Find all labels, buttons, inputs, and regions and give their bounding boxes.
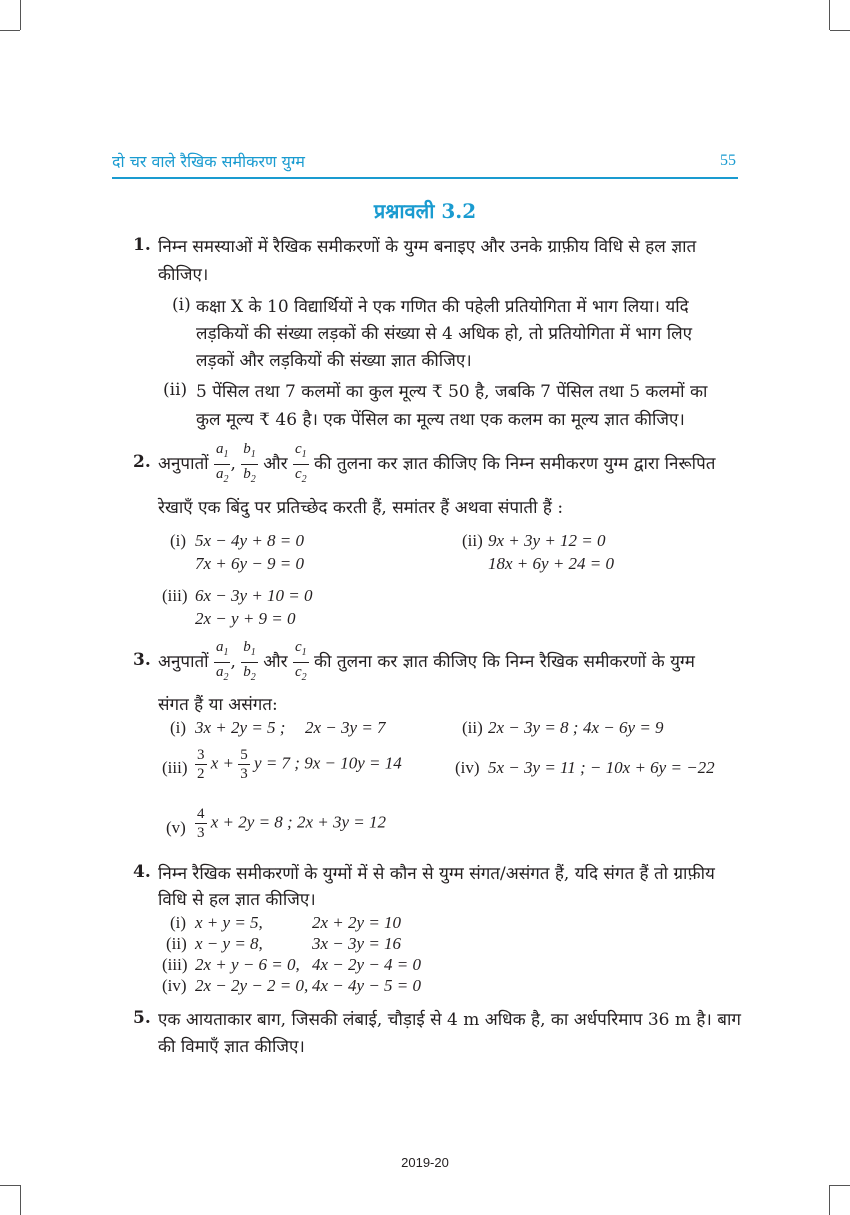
question-number: 2. <box>133 452 151 472</box>
equation: 5x − 3y = 11 ; − 10x + 6y = −22 <box>488 758 715 777</box>
question-text: निम्न समस्याओं में रैखिक समीकरणों के युग्म बनाइए और उनके ग्राफ़ीय विधि से हल ज्ञात <box>158 237 697 257</box>
crop-mark <box>0 1185 20 1186</box>
and-word: और <box>263 454 288 474</box>
header-rule <box>112 177 738 179</box>
fraction-a1-a2: $\frac{a_1}{a_2}$ <box>215 639 229 683</box>
footer-year: 2019-20 <box>401 1155 449 1170</box>
crop-mark <box>0 30 20 31</box>
sub-question-label: (i) <box>170 913 187 932</box>
sub-question-label: (iv) <box>455 758 480 777</box>
and-word: और <box>263 652 288 672</box>
crop-mark <box>20 0 21 30</box>
crop-mark <box>830 30 850 31</box>
question-number: 3. <box>133 650 151 670</box>
sub-question-text: कक्षा X के 10 विद्यार्थियों ने एक गणित की पहेली प्रतियोगिता में भाग लिया। यदि <box>196 297 689 317</box>
equation: x − y = 8, <box>195 934 263 953</box>
sub-question-label: (i) <box>170 718 187 737</box>
comma: , <box>230 652 236 672</box>
sub-question-text: 5 पेंसिल तथा 7 कलमों का कुल मूल्य ₹ 50 है, जबकि 7 पेंसिल तथा 5 कलमों का <box>196 382 708 402</box>
equation: 9x + 3y + 12 = 0 <box>488 531 606 550</box>
equation: 2x − 2y − 2 = 0, <box>195 976 309 995</box>
equation: 5x − 4y + 8 = 0 <box>195 531 305 550</box>
sub-question-label: (i) <box>170 531 187 550</box>
equation: 2x + 2y = 10 <box>312 913 402 932</box>
equation: 2x + y − 6 = 0, <box>195 955 300 974</box>
fraction-c1-c2: $\frac{c_1}{c_2}$ <box>294 639 307 683</box>
comma: , <box>230 454 236 474</box>
crop-mark <box>830 1185 850 1186</box>
fraction-a1-a2: $\frac{a_1}{a_2}$ <box>215 441 229 485</box>
ratio-rest: की तुलना कर ज्ञात कीजिए कि निम्न रैखिक समीकरणों के युग्म <box>314 652 695 672</box>
equation: 4x − 4y − 5 = 0 <box>312 976 422 995</box>
equation: 7x + 6y − 9 = 0 <box>195 554 305 573</box>
ratio-rest: की तुलना कर ज्ञात कीजिए कि निम्न समीकरण युग्म द्वारा निरूपित <box>314 454 716 474</box>
sub-question-label: (ii) <box>462 531 483 550</box>
crop-mark <box>829 0 830 30</box>
sub-question-label: (ii) <box>462 718 483 737</box>
equation-with-fractions: $\frac{4}{3}$ x + 2y = 8 ; 2x + 3y = 12 <box>197 806 386 841</box>
ratio-line <box>158 638 695 687</box>
fraction-c1-c2: $\frac{c_1}{c_2}$ <box>294 441 307 485</box>
sub-question-label: (iii) <box>162 955 188 974</box>
equation: 4x − 6y = 9 <box>583 718 664 737</box>
exercise-title: प्रश्नावली 3.2 <box>373 199 477 223</box>
page-number: 55 <box>720 152 736 169</box>
question-text: की विमाएँ ज्ञात कीजिए। <box>158 1037 305 1057</box>
question-number: 4. <box>133 862 151 882</box>
sub-question-text: कुल मूल्य ₹ 46 है। एक पेंसिल का मूल्य तथा एक कलम का मूल्य ज्ञात कीजिए। <box>196 410 685 430</box>
sub-question-label: (ii) <box>163 380 188 400</box>
question-text: कीजिए। <box>158 265 209 285</box>
question-number: 5. <box>133 1008 151 1028</box>
equation: x + y = 5, <box>195 913 263 932</box>
sub-question-label: (iii) <box>162 586 188 605</box>
fraction: $\frac{4}{3}$ <box>197 806 205 841</box>
ratio-line <box>158 440 715 489</box>
crop-mark <box>829 1185 830 1215</box>
running-header-title: दो चर वाले रैखिक समीकरण युग्म <box>112 152 305 171</box>
fraction-b1-b2: $\frac{b_1}{b_2}$ <box>243 639 256 683</box>
sub-question-text: लड़कों और लड़कियों की संख्या ज्ञात कीजिए। <box>196 351 472 371</box>
sub-question-label: (v) <box>166 818 186 837</box>
question-text: निम्न रैखिक समीकरणों के युग्मों में से कौन से युग्म संगत/असंगत हैं, यदि संगत हैं तो ग्राफ़ीय <box>158 864 715 884</box>
sub-question-label: (i) <box>172 295 191 315</box>
question-text: विधि से हल ज्ञात कीजिए। <box>158 890 316 910</box>
equation: 2x − 3y = 8 ; <box>488 718 579 737</box>
ratio-lead: अनुपातों <box>158 652 209 672</box>
ratio-lead: अनुपातों <box>158 454 209 474</box>
sub-question-text: लड़कियों की संख्या लड़कों की संख्या से 4 अधिक हो, तो प्रतियोगिता में भाग लिए <box>196 324 693 344</box>
fraction: $\frac{5}{3}$ <box>240 747 248 782</box>
equation: 4x − 2y − 4 = 0 <box>312 955 422 974</box>
question-number: 1. <box>133 235 151 255</box>
equation: 2x − 3y = 7 <box>305 718 386 737</box>
equation: 2x − y + 9 = 0 <box>195 609 296 628</box>
equation: 18x + 6y + 24 = 0 <box>488 554 615 573</box>
question-text: संगत हैं या असंगत: <box>158 695 278 715</box>
crop-mark <box>20 1185 21 1215</box>
equation: 6x − 3y + 10 = 0 <box>195 586 313 605</box>
equation-with-fractions: $\frac{3}{2}$ x + $\frac{5}{3}$ y = 7 ; 9x − 10y = 14 <box>197 747 402 782</box>
question-text: एक आयताकार बाग, जिसकी लंबाई, चौड़ाई से 4 m अधिक है, का अर्धपरिमाप 36 m है। बाग <box>158 1010 741 1030</box>
equation: 3x − 3y = 16 <box>312 934 402 953</box>
sub-question-label: (iv) <box>162 976 187 995</box>
sub-question-label: (ii) <box>166 934 187 953</box>
fraction-b1-b2: $\frac{b_1}{b_2}$ <box>243 441 256 485</box>
question-text: रेखाएँ एक बिंदु पर प्रतिच्छेद करती हैं, समांतर हैं अथवा संपाती हैं : <box>158 498 564 518</box>
sub-question-label: (iii) <box>162 758 188 777</box>
equation: 3x + 2y = 5 ; <box>195 718 286 737</box>
fraction: $\frac{3}{2}$ <box>197 747 205 782</box>
